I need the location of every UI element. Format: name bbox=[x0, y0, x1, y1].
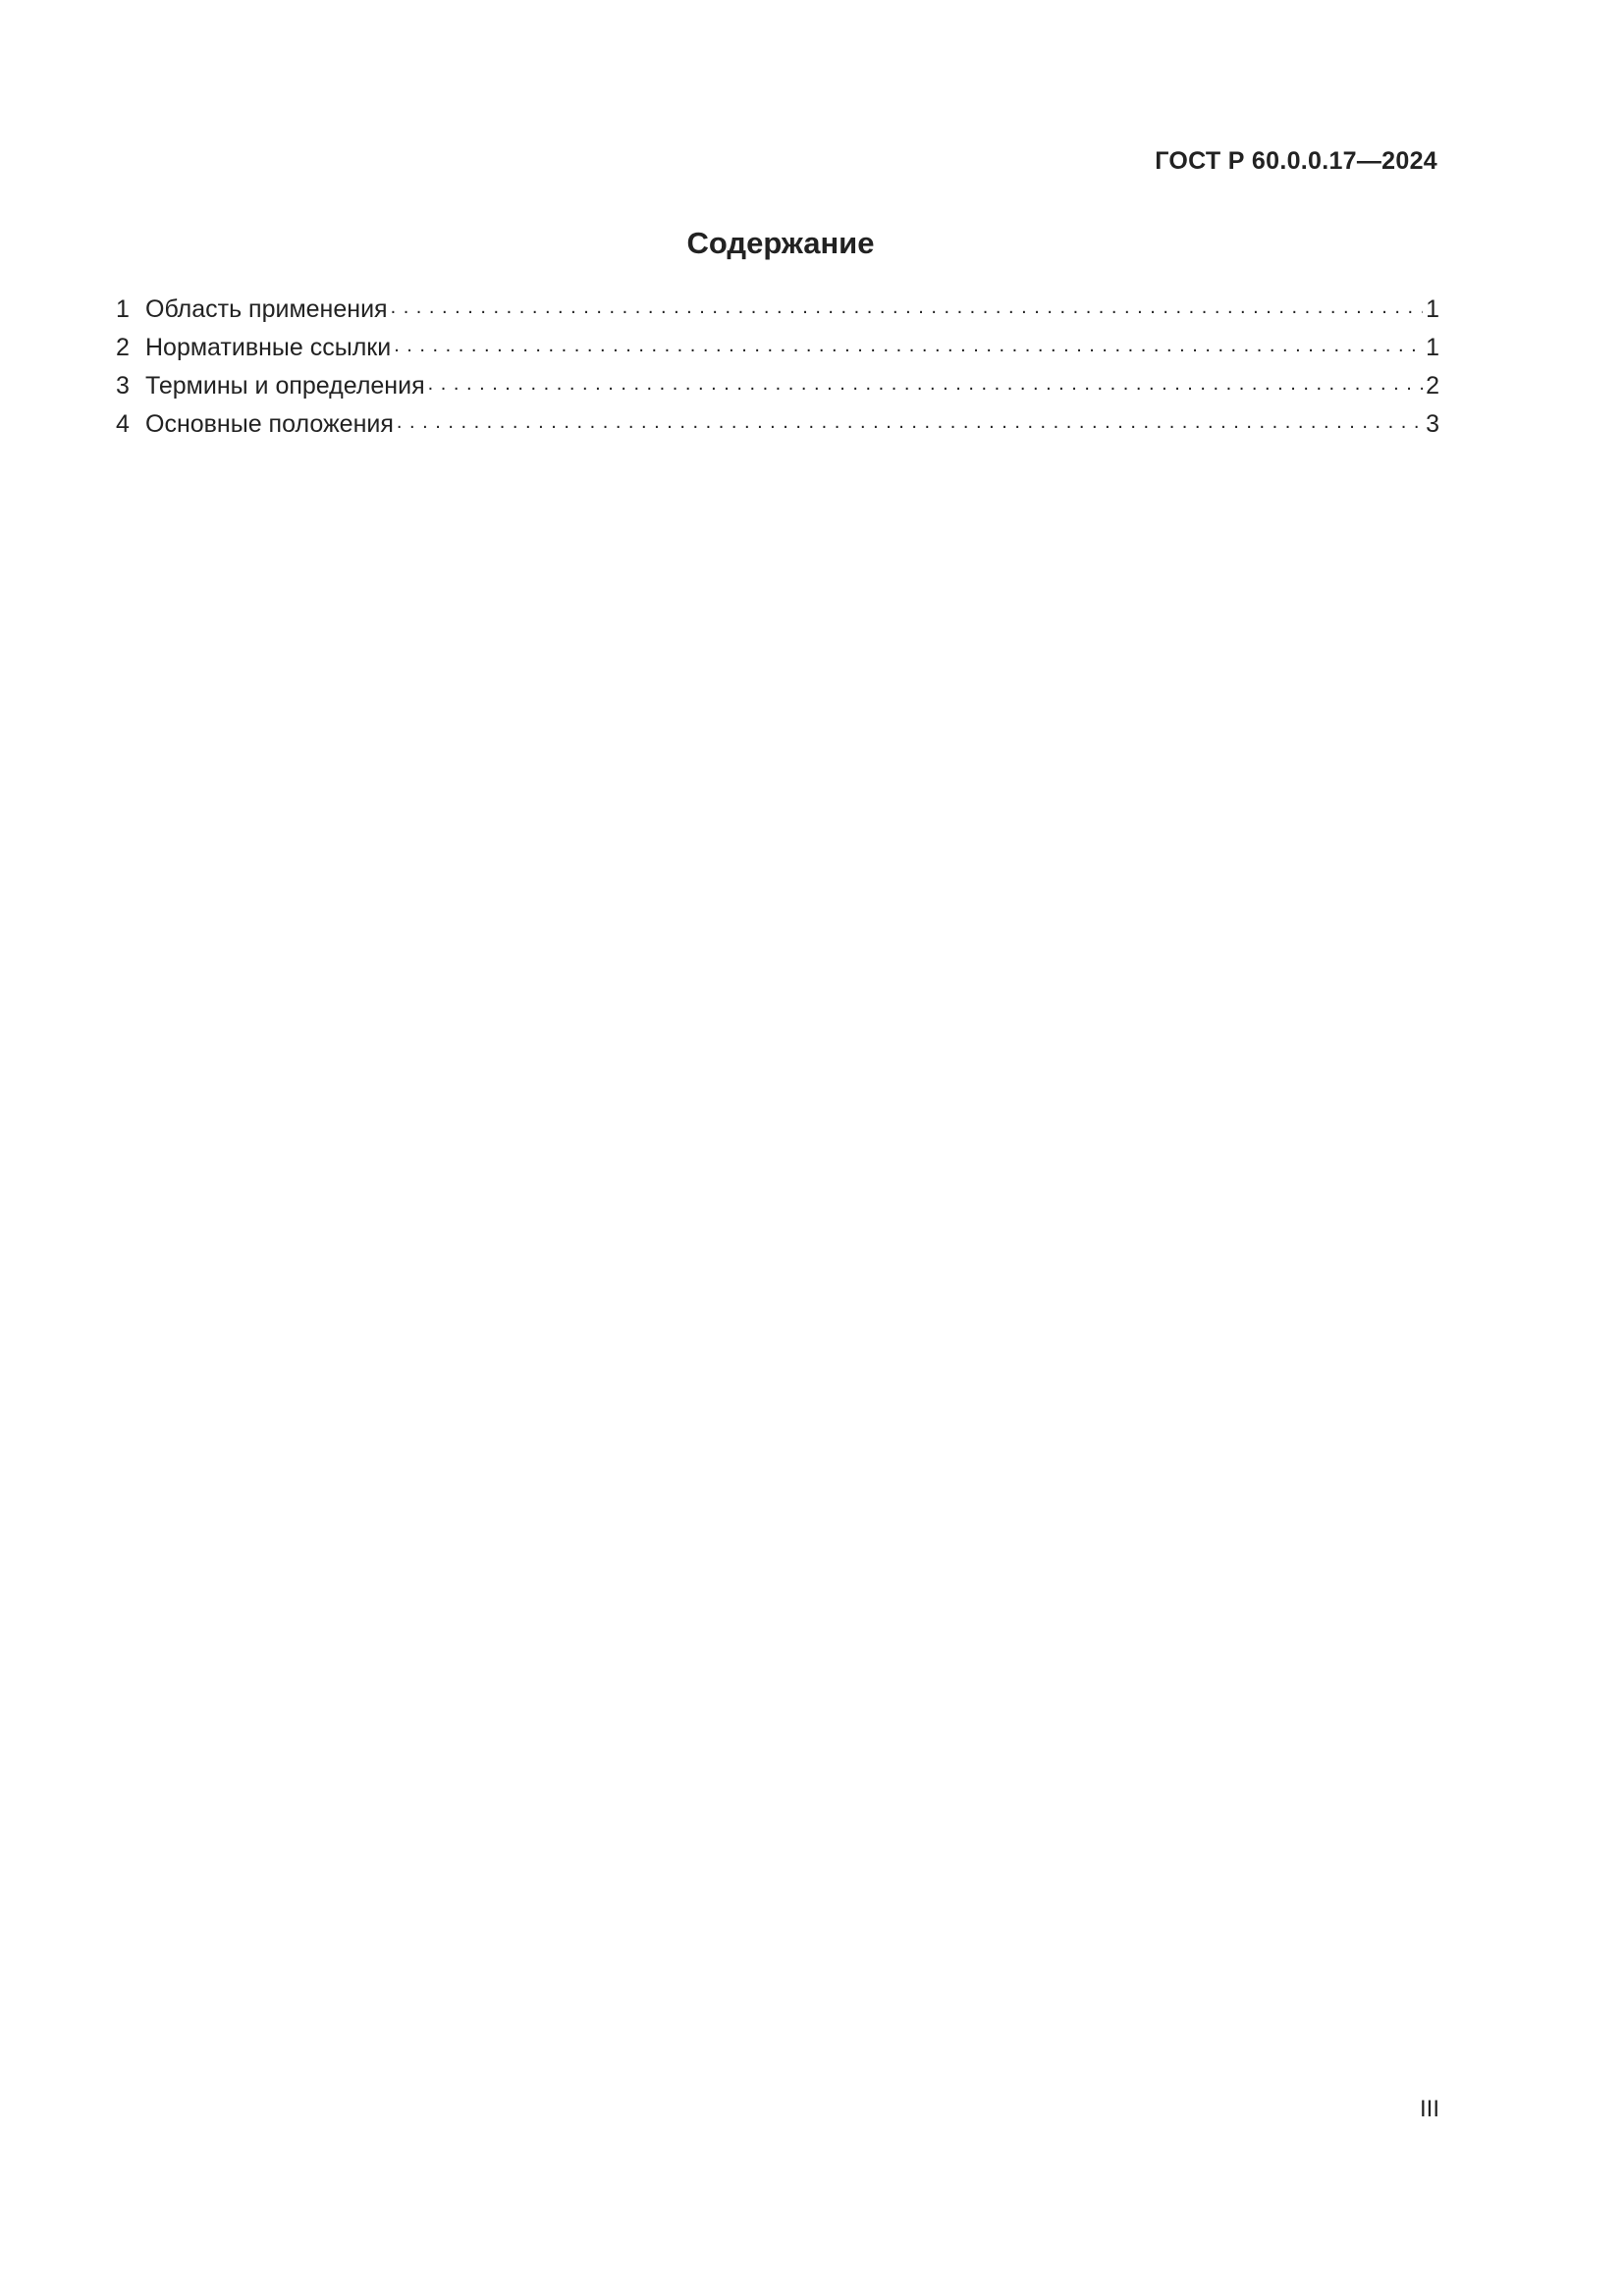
toc-title: Содержание bbox=[686, 226, 875, 260]
toc-entry-number: 1 bbox=[116, 295, 130, 323]
toc-entry-scope[interactable] bbox=[116, 293, 1439, 331]
toc-dot-leader bbox=[391, 293, 1424, 317]
toc-dot-leader bbox=[428, 369, 1423, 394]
toc-entry-page: 2 bbox=[1426, 372, 1439, 400]
toc-entry-page: 1 bbox=[1426, 334, 1439, 361]
toc-entry-terms-definitions[interactable] bbox=[116, 369, 1439, 407]
toc-dot-leader bbox=[394, 331, 1423, 355]
toc-entry-label: Нормативные ссылки bbox=[145, 334, 392, 361]
toc-entry-basic-provisions[interactable] bbox=[116, 407, 1439, 446]
toc-entry-label: Термины и определения bbox=[145, 372, 425, 400]
toc-dot-leader bbox=[397, 407, 1423, 432]
page-number: III bbox=[1419, 2096, 1439, 2122]
toc-entry-normative-references[interactable] bbox=[116, 331, 1439, 369]
toc-entry-label: Основные положения bbox=[145, 410, 394, 438]
toc-entry-number: 4 bbox=[116, 410, 130, 438]
document-identifier: ГОСТ Р 60.0.0.17—2024 bbox=[1155, 147, 1437, 175]
toc-entry-page: 3 bbox=[1426, 410, 1439, 438]
toc-entry-number: 2 bbox=[116, 334, 130, 361]
toc-entry-page: 1 bbox=[1426, 295, 1439, 323]
toc-entry-label: Область применения bbox=[145, 295, 388, 323]
toc-entry-number: 3 bbox=[116, 372, 130, 400]
table-of-contents bbox=[116, 293, 1439, 446]
